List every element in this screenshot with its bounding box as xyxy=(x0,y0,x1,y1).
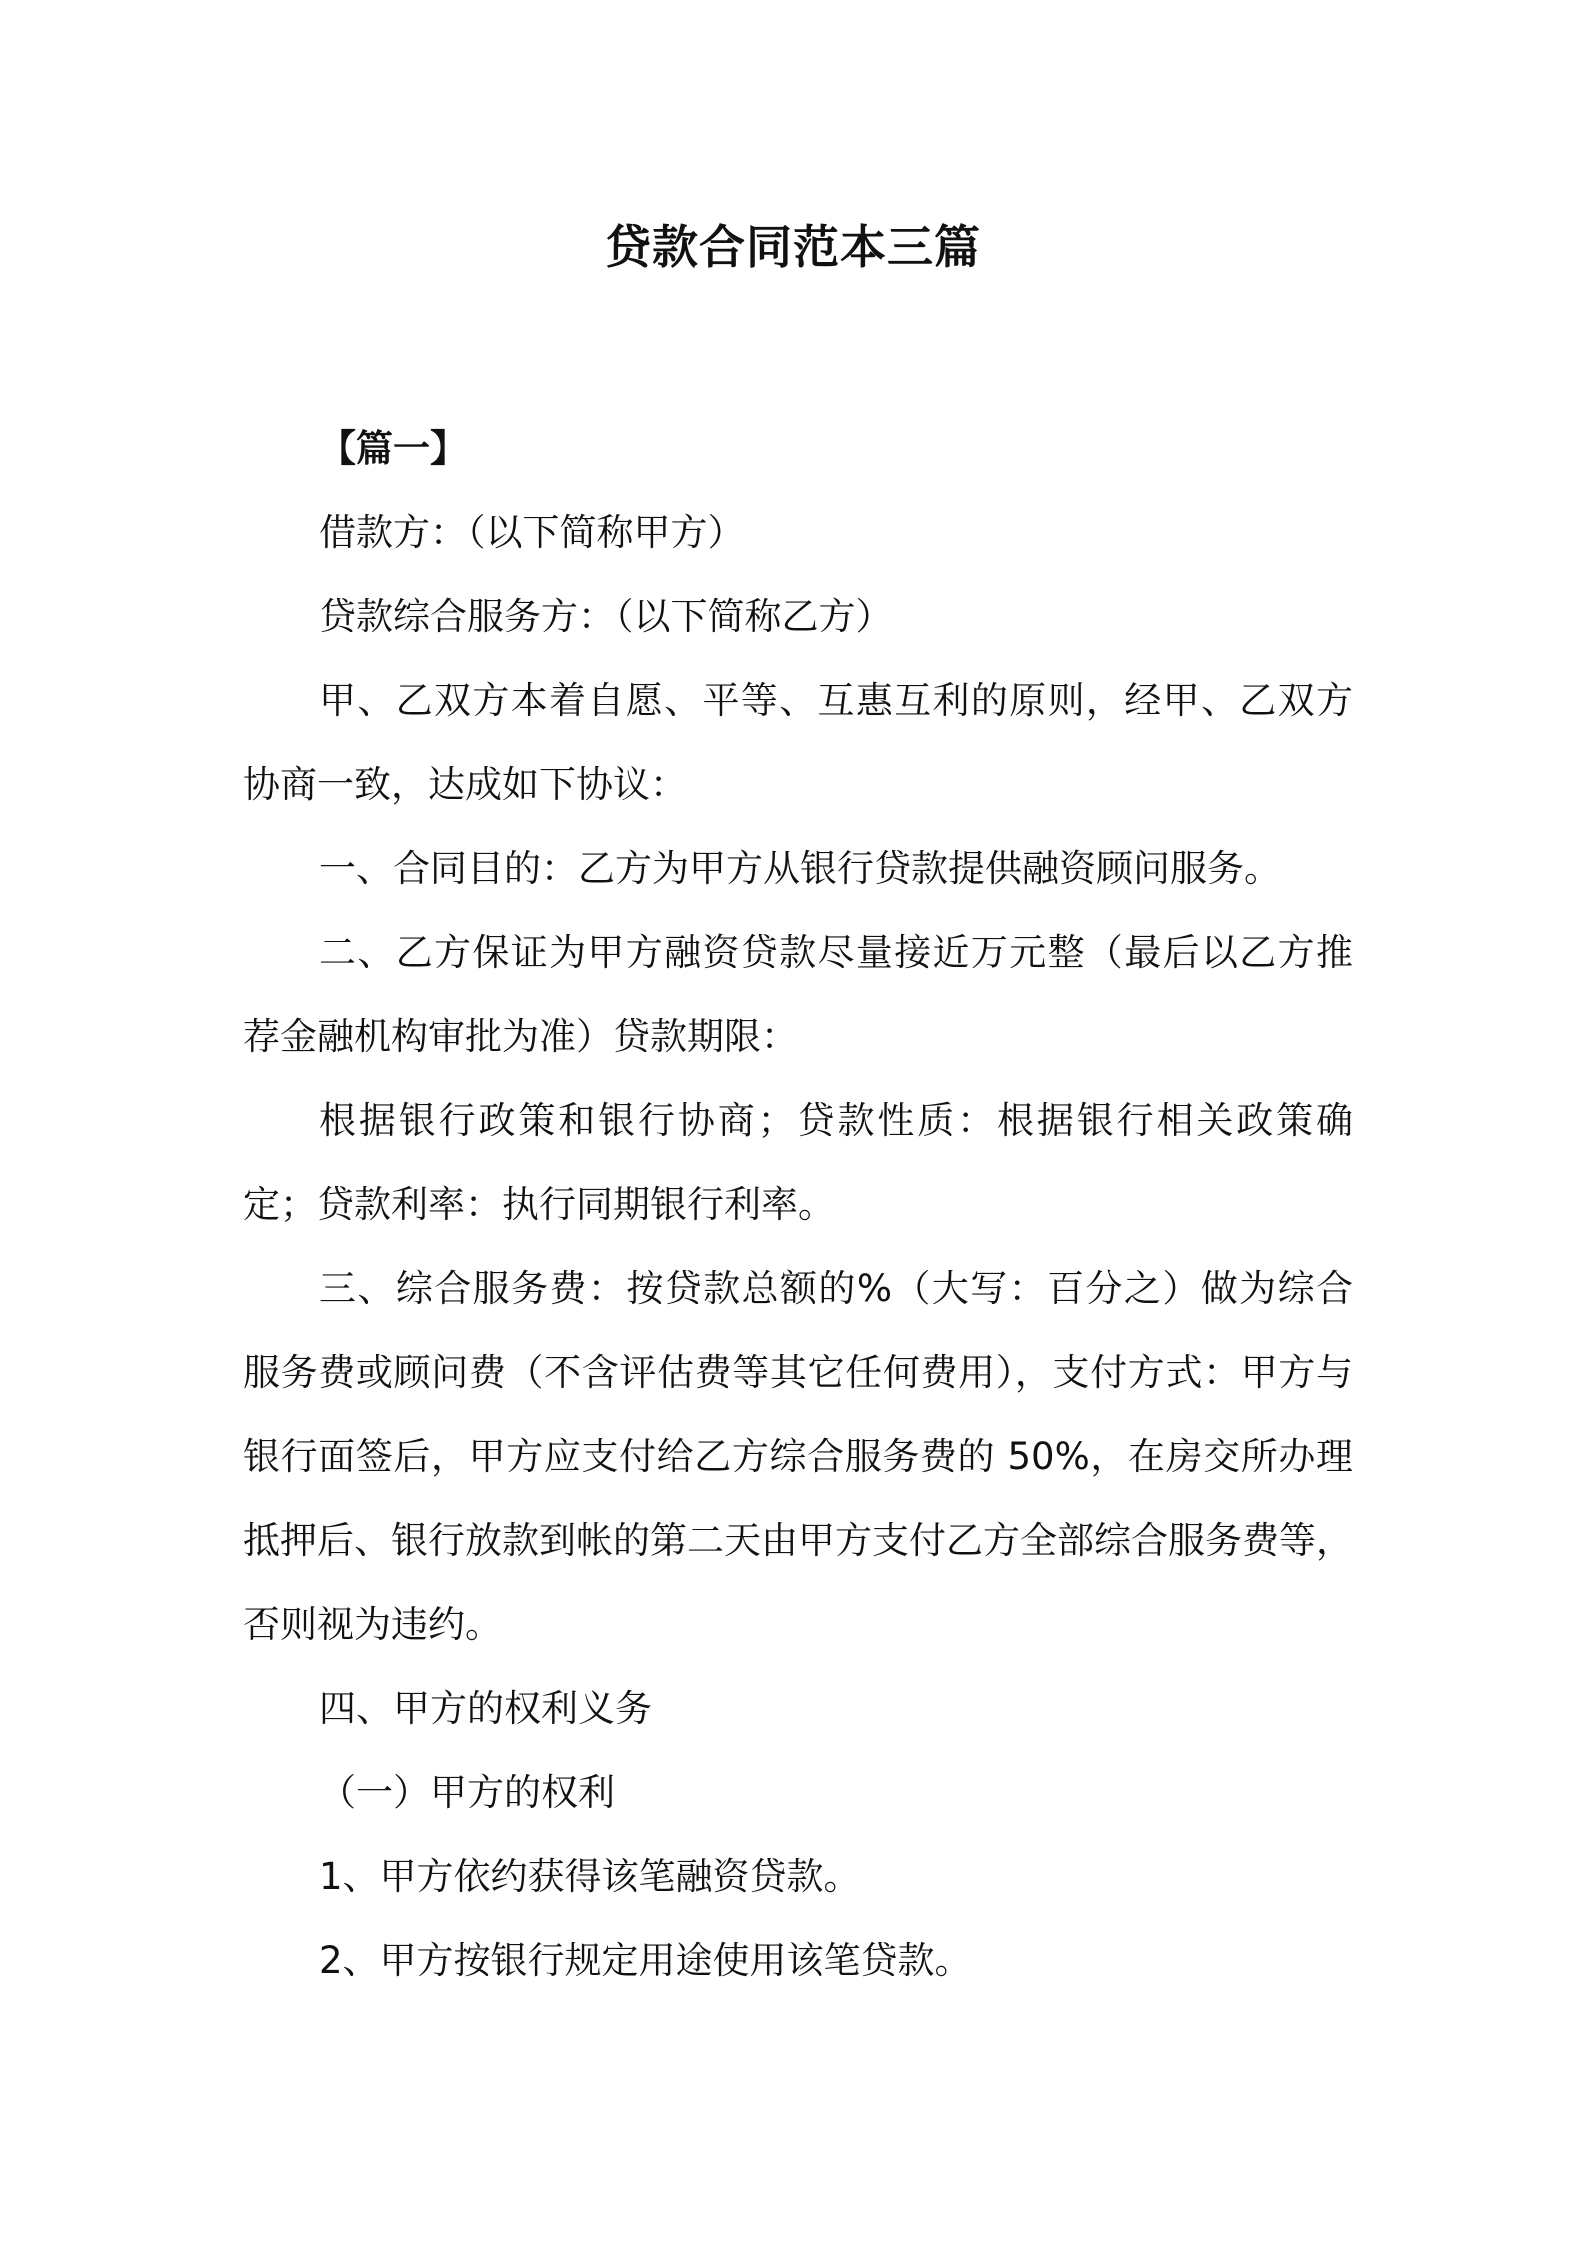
paragraph: 根据银行政策和银行协商；贷款性质：根据银行相关政策确定；贷款利率：执行同期银行利率。 xyxy=(243,1099,1353,1226)
paragraph: （一）甲方的权利 xyxy=(319,1771,615,1814)
paragraph: 三、综合服务费：按贷款总额的%（大写：百分之）做为综合服务费或顾问费（不含评估费等其它任何费用），支付方式：甲方与银行面签后，甲方应支付给乙方综合服务费的 50%，在房交所办理抵押后、银行放款到帐的第二天由甲方支付乙方全部综合服务费等，否则视为违约。 xyxy=(243,1267,1353,1646)
paragraph: 甲、乙双方本着自愿、平等、互惠互利的原则，经甲、乙双方协商一致，达成如下协议： xyxy=(243,679,1353,806)
paragraph: 四、甲方的权利义务 xyxy=(319,1687,652,1730)
document-body xyxy=(243,407,1353,2003)
section-heading: 【篇一】 xyxy=(319,427,467,470)
paragraph: 二、乙方保证为甲方融资贷款尽量接近万元整（最后以乙方推荐金融机构审批为准）贷款期限： xyxy=(243,931,1353,1058)
paragraph: 2、甲方按银行规定用途使用该笔贷款。 xyxy=(319,1939,972,1982)
paragraph: 贷款综合服务方：（以下简称乙方） xyxy=(319,595,893,638)
document-title: 贷款合同范本三篇 xyxy=(605,220,981,274)
paragraph: 一、合同目的：乙方为甲方从银行贷款提供融资顾问服务。 xyxy=(319,847,1281,890)
paragraph: 借款方：（以下简称甲方） xyxy=(319,511,745,554)
paragraph: 1、甲方依约获得该笔融资贷款。 xyxy=(319,1855,861,1898)
